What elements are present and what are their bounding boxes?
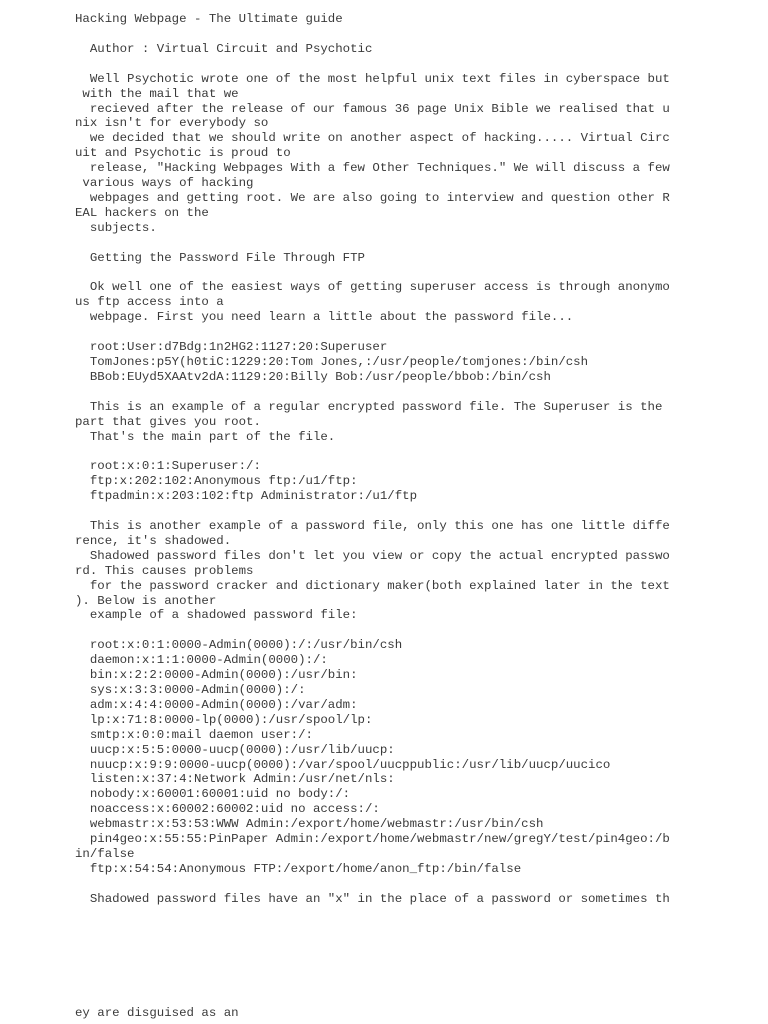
text-line: TomJones:p5Y(h0tiC:1229:20:Tom Jones,:/usr/people/tomjones:/bin/csh [75,354,589,369]
text-line: webpage. First you need learn a little about the password file... [75,310,574,325]
text-line: That's the main part of the file. [75,429,336,444]
text-line: Getting the Password File Through FTP [75,250,365,265]
text-line: ). Below is another [75,593,217,608]
text-line: bin:x:2:2:0000-Admin(0000):/usr/bin: [75,668,358,682]
text-line: Shadowed password files have an "x" in the place of a password or sometimes th [75,891,670,906]
text-line: lp:x:71:8:0000-lp(0000):/usr/spool/lp: [75,712,373,727]
text-line: ftp:x:202:102:Anonymous ftp:/u1/ftp: [75,474,358,489]
text-line: daemon:x:1:1:0000-Admin(0000):/: [75,653,328,668]
text-line: root:x:0:1:0000-Admin(0000):/:/usr/bin/csh [75,638,403,653]
text-line: ftpadmin:x:203:102:ftp Administrator:/u1/ftp [75,489,418,504]
text-line: This is another example of a password file, only this one has one little diffe [75,518,670,533]
text-line: This is an example of a regular encrypted password file. The Superuser is the [75,399,663,414]
text-line: nuucp:x:9:9:0000-uucp(0000):/var/spool/uucppublic:/usr/lib/uucp/uucico [75,757,611,772]
text-line: pin4geo:x:55:55:PinPaper Admin:/export/home/webmastr/new/gregY/test/pin4geo:/b [75,832,670,846]
text-line: we decided that we should write on another aspect of hacking..... Virtual Circ [75,131,670,146]
text-line: nix isn't for everybody so [75,116,269,131]
text-line: Author : Virtual Circuit and Psychotic [75,41,373,56]
text-line: uit and Psychotic is proud to [75,146,291,161]
text-line: example of a shadowed password file: [75,608,358,623]
text-line: us ftp access into a [75,295,224,310]
text-line: Shadowed password files don't let you view or copy the actual encrypted passwo [75,548,670,563]
text-line: EAL hackers on the [75,205,209,220]
text-line: subjects. [75,220,157,235]
text-line: BBob:EUyd5XAAtv2dA:1129:20:Billy Bob:/usr/people/bbob:/bin/csh [75,369,551,384]
text-line: webmastr:x:53:53:WWW Admin:/export/home/webmastr:/usr/bin/csh [75,817,544,832]
text-line: rence, it's shadowed. [75,533,232,548]
text-line: various ways of hacking [75,176,254,190]
text-line: Well Psychotic wrote one of the most helpful unix text files in cyberspace but [75,71,670,86]
text-line: in/false [75,847,135,861]
text-line: listen:x:37:4:Network Admin:/usr/net/nls: [75,772,395,787]
text-line: sys:x:3:3:0000-Admin(0000):/: [75,683,306,697]
text-line: part that gives you root. [75,414,261,429]
text-line: with the mail that we [75,86,239,101]
continuation-line: ey are disguised as an [75,1006,239,1020]
text-line: ftp:x:54:54:Anonymous FTP:/export/home/anon_ftp:/bin/false [75,861,522,876]
text-line: webpages and getting root. We are also going to interview and question other R [75,190,670,205]
text-line: nobody:x:60001:60001:uid no body:/: [75,787,351,802]
text-line: Ok well one of the easiest ways of getting superuser access is through anonymo [75,280,670,295]
text-line: smtp:x:0:0:mail daemon user:/: [75,727,313,742]
text-line: uucp:x:5:5:0000-uucp(0000):/usr/lib/uucp: [75,742,395,757]
text-line: rd. This causes problems [75,563,254,578]
text-line: release, "Hacking Webpages With a few Other Techniques." We will discuss a few [75,161,670,176]
text-line: for the password cracker and dictionary maker(both explained later in the text [75,578,670,593]
text-line: noaccess:x:60002:60002:uid no access:/: [75,802,380,817]
text-line: adm:x:4:4:0000-Admin(0000):/var/adm: [75,697,358,712]
text-line: root:User:d7Bdg:1n2HG2:1127:20:Superuser [75,340,388,354]
text-line: recieved after the release of our famous 36 page Unix Bible we realised that u [75,101,670,116]
text-line: Hacking Webpage - The Ultimate guide [75,12,343,26]
text-line: root:x:0:1:Superuser:/: [75,459,261,474]
